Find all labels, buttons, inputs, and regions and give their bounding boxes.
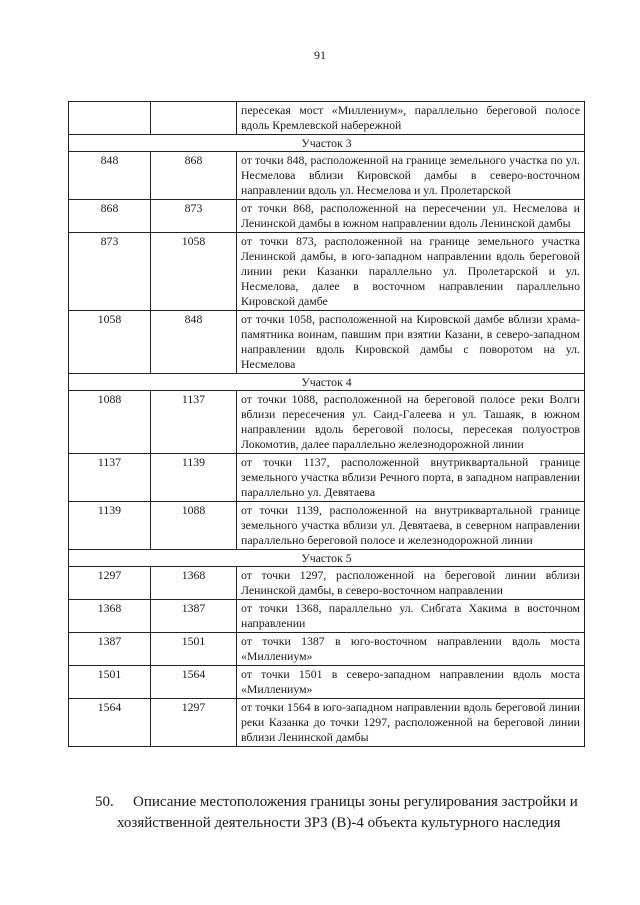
cell-description: пересекая мост «Миллениум», параллельно береговой полосе вдоль Кремлевской набережной: [237, 102, 585, 135]
table-row: [69, 391, 585, 454]
paragraph-line-1: [95, 792, 595, 813]
paragraph-number: 50.: [95, 794, 114, 810]
table-row: [69, 600, 585, 633]
cell-description: от точки 873, расположенной на границе земельного участка Ленинской дамбы, в юго-западном направлении вдоль береговой линии реки Казанки параллельно ул. Пролетарской и ул. Несмелова, далее в восточном направлении параллельно Кировской дамбе: [237, 233, 585, 311]
cell-description: от точки 848, расположенной на границе земельного участка по ул. Несмелова вблизи Кировской дамбы в северо-восточном направлении вдоль ул. Несмелова и ул. Пролетарской: [237, 152, 585, 200]
page-number: 91: [314, 48, 326, 62]
cell-from: 1564: [69, 699, 151, 747]
cell-from: 1368: [69, 600, 151, 633]
cell-from: 1139: [69, 502, 151, 550]
cell-from: 1088: [69, 391, 151, 454]
paragraph-text-1: Описание местоположения границы зоны регулирования застройки и: [133, 794, 578, 810]
section-title: Участок 3: [69, 135, 585, 152]
cell-from: 873: [69, 233, 151, 311]
table-row: [69, 567, 585, 600]
cell-from: 1058: [69, 311, 151, 374]
cell-description: от точки 1297, расположенной на береговой линии вблизи Ленинской дамбы, в северо-восточном направлении: [237, 567, 585, 600]
cell-from: 1137: [69, 454, 151, 502]
cell-description: от точки 1139, расположенной на внутриквартальной границе земельного участка вблизи ул. Девятаева, в северном направлении параллельно береговой полосе и железнодорожной линии: [237, 502, 585, 550]
table-row: [69, 233, 585, 311]
cell-from: 1387: [69, 633, 151, 666]
table-row: [69, 454, 585, 502]
table-row: [69, 666, 585, 699]
section-heading-paragraph: [95, 792, 595, 834]
table-row-continued: [69, 102, 585, 135]
cell-to: 1088: [151, 502, 237, 550]
table-row: [69, 502, 585, 550]
cell-description: от точки 1368, параллельно ул. Сибгата Хакима в восточном направлении: [237, 600, 585, 633]
cell-to: 1501: [151, 633, 237, 666]
cell-description: от точки 1088, расположенной на береговой полосе реки Волги вблизи пересечения ул. Саид-Галеева и ул. Ташаяк, в южном направлении вдоль береговой полосы, пересекая полуостров Локомотив, далее параллельно железнодорожной линии: [237, 391, 585, 454]
cell-to: 848: [151, 311, 237, 374]
cell-description: от точки 1137, расположенной внутриквартальной границе земельного участка вблизи Речного порта, в западном направлении параллельно ул. Девятаева: [237, 454, 585, 502]
section-header-row: [69, 550, 585, 567]
boundary-table: [68, 101, 585, 747]
section-title: Участок 5: [69, 550, 585, 567]
table-row: [69, 311, 585, 374]
cell-description: от точки 1387 в юго-восточном направлении вдоль моста «Миллениум»: [237, 633, 585, 666]
cell-to: 1139: [151, 454, 237, 502]
table-row: [69, 200, 585, 233]
cell-description: от точки 1501 в северо-западном направлении вдоль моста «Миллениум»: [237, 666, 585, 699]
cell-to: 1368: [151, 567, 237, 600]
cell-description: от точки 868, расположенной на пересечении ул. Несмелова и Ленинской дамбы в южном направлении вдоль Ленинской дамбы: [237, 200, 585, 233]
cell-to: 1564: [151, 666, 237, 699]
cell-to: 873: [151, 200, 237, 233]
table-row: [69, 152, 585, 200]
table-row: [69, 699, 585, 747]
cell-to: 868: [151, 152, 237, 200]
cell-to: 1387: [151, 600, 237, 633]
cell-to: 1297: [151, 699, 237, 747]
cell-from: 1297: [69, 567, 151, 600]
cell-to: [151, 102, 237, 135]
section-header-row: [69, 374, 585, 391]
cell-to: 1137: [151, 391, 237, 454]
paragraph-line-2: хозяйственной деятельности ЗРЗ (В)-4 объекта культурного наследия: [117, 815, 561, 831]
cell-from: 868: [69, 200, 151, 233]
section-header-row: [69, 135, 585, 152]
cell-description: от точки 1058, расположенной на Кировской дамбе вблизи храма-памятника воинам, павшим при взятии Казани, в северо-западном направлении вдоль Кировской дамбы с поворотом на ул. Несмелова: [237, 311, 585, 374]
cell-from: [69, 102, 151, 135]
cell-description: от точки 1564 в юго-западном направлении вдоль береговой линии реки Казанка до точки 1297, расположенной на береговой линии вблизи Ленинской дамбы: [237, 699, 585, 747]
boundary-table-body: [69, 102, 585, 747]
cell-from: 1501: [69, 666, 151, 699]
cell-from: 848: [69, 152, 151, 200]
table-row: [69, 633, 585, 666]
section-title: Участок 4: [69, 374, 585, 391]
cell-to: 1058: [151, 233, 237, 311]
